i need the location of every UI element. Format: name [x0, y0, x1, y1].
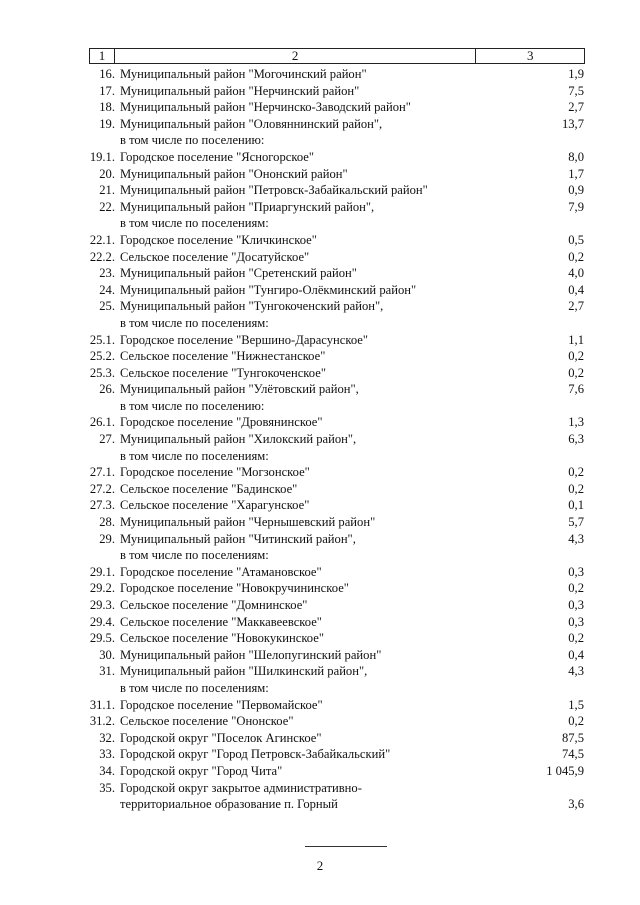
table-row [0, 149, 640, 166]
row-name: Городской округ "Город Чита" [120, 763, 283, 778]
row-name: в том числе по поселениям: [120, 216, 269, 231]
row-number: 19.1. [89, 149, 115, 164]
row-value: 0,9 [568, 183, 584, 198]
row-name: Городское поселение "Первомайское" [120, 697, 323, 712]
table-row [0, 697, 640, 714]
row-number: 23. [99, 266, 115, 281]
table-row [0, 414, 640, 431]
table-row [0, 481, 640, 498]
row-number: 22.1. [89, 232, 115, 247]
row-value: 0,2 [568, 714, 584, 729]
table-body [0, 66, 640, 813]
row-value: 7,6 [568, 382, 584, 397]
table-row [0, 249, 640, 266]
row-value: 0,1 [568, 498, 584, 513]
row-number: 16. [99, 67, 115, 81]
row-name: Сельское поселение "Харагунское" [120, 498, 310, 513]
row-number: 17. [99, 83, 115, 98]
row-number: 25.2. [89, 349, 115, 364]
row-number: 29.1. [89, 564, 115, 579]
row-value: 0,2 [568, 365, 584, 380]
table-header [89, 48, 585, 64]
table-row [0, 381, 640, 398]
row-number: 22.2. [89, 249, 115, 264]
row-name: Муниципальный район "Шилкинский район", [120, 664, 368, 679]
row-number: 19. [99, 116, 115, 131]
table-row [0, 614, 640, 631]
row-number: 18. [99, 100, 115, 115]
table-row [0, 66, 640, 83]
row-name: в том числе по поселениям: [120, 315, 269, 330]
row-number: 27. [99, 432, 115, 447]
row-value: 0,5 [568, 232, 584, 247]
row-number: 29.5. [89, 631, 115, 646]
row-number: 27.2. [89, 481, 115, 496]
row-number: 32. [99, 730, 115, 745]
row-number: 35. [99, 780, 115, 795]
table-row [0, 199, 640, 216]
row-name: Муниципальный район "Тунгиро-Олёкминский район" [120, 282, 417, 297]
row-name: Муниципальный район "Петровск-Забайкальский район" [120, 183, 428, 198]
row-value: 1,5 [568, 697, 584, 712]
row-name: Городской округ "Город Петровск-Забайкальский" [120, 747, 391, 762]
row-number: 34. [99, 763, 115, 778]
row-number: 21. [99, 183, 115, 198]
row-value: 5,7 [568, 515, 584, 530]
table-row [0, 730, 640, 747]
row-name: Муниципальный район "Оловяннинский район", [120, 116, 383, 131]
row-value: 7,9 [568, 199, 584, 214]
row-name: Муниципальный район "Ононский район" [120, 166, 348, 181]
table-row [0, 531, 640, 548]
row-name: Городское поселение "Могзонское" [120, 465, 310, 480]
row-value: 2,7 [568, 100, 584, 115]
row-name: Муниципальный район "Хилокский район", [120, 432, 357, 447]
row-name: Сельское поселение "Ононское" [120, 714, 294, 729]
row-name: территориальное образование п. Горный [120, 797, 338, 812]
row-number: 29.4. [89, 614, 115, 629]
row-value: 0,3 [568, 564, 584, 579]
row-value: 0,4 [568, 647, 584, 662]
table-row [0, 680, 640, 697]
table-row [0, 514, 640, 531]
table-row [0, 796, 640, 813]
row-number: 31. [99, 664, 115, 679]
row-number: 30. [99, 647, 115, 662]
row-number: 20. [99, 166, 115, 181]
row-value: 1,3 [568, 415, 584, 430]
row-name: Городское поселение "Дровянинское" [120, 415, 323, 430]
row-name: Сельское поселение "Новокукинское" [120, 631, 324, 646]
table-row [0, 132, 640, 149]
row-name: Муниципальный район "Читинский район", [120, 531, 356, 546]
row-number: 31.2. [89, 714, 115, 729]
table-row [0, 265, 640, 282]
row-value: 2,7 [568, 299, 584, 314]
table-row [0, 116, 640, 133]
row-number: 24. [99, 282, 115, 297]
row-value: 7,5 [568, 83, 584, 98]
row-value: 13,7 [561, 116, 584, 131]
row-value: 0,2 [568, 581, 584, 596]
row-number: 26. [99, 382, 115, 397]
table-row [0, 763, 640, 780]
row-number: 29. [99, 531, 115, 546]
row-name: Муниципальный район "Шелопугинский район" [120, 647, 382, 662]
table-row [0, 597, 640, 614]
row-name: в том числе по поселению: [120, 398, 265, 413]
row-value: 0,2 [568, 481, 584, 496]
row-value: 1,1 [568, 332, 584, 347]
row-value: 0,3 [568, 614, 584, 629]
header-col-3: 3 [476, 49, 585, 64]
row-name: Сельское поселение "Досатуйское" [120, 249, 310, 264]
row-name: Городское поселение "Вершино-Дарасунское" [120, 332, 369, 347]
table-row [0, 630, 640, 647]
row-name: в том числе по поселениям: [120, 680, 269, 695]
table-row [0, 232, 640, 249]
row-name: Городское поселение "Кличкинское" [120, 232, 317, 247]
row-number: 25.3. [89, 365, 115, 380]
table-row [0, 564, 640, 581]
row-name: Муниципальный район "Могочинский район" [120, 67, 367, 81]
table-row [0, 464, 640, 481]
row-number: 25.1. [89, 332, 115, 347]
row-name: Сельское поселение "Нижнестанское" [120, 349, 326, 364]
row-value: 4,0 [568, 266, 584, 281]
row-name: Городской округ "Поселок Агинское" [120, 730, 322, 745]
row-name: Городское поселение "Атамановское" [120, 564, 322, 579]
row-value: 0,2 [568, 249, 584, 264]
table-row [0, 431, 640, 448]
row-value: 87,5 [561, 730, 584, 745]
table-row [0, 580, 640, 597]
row-value: 74,5 [561, 747, 584, 762]
row-number: 22. [99, 199, 115, 214]
table-row [0, 647, 640, 664]
row-value: 8,0 [568, 149, 584, 164]
table-row [0, 215, 640, 232]
header-col-2: 2 [114, 49, 476, 64]
row-name: Муниципальный район "Чернышевский район" [120, 515, 376, 530]
row-number: 31.1. [89, 697, 115, 712]
row-value: 0,4 [568, 282, 584, 297]
row-name: Сельское поселение "Бадинское" [120, 481, 298, 496]
row-name: Городское поселение "Ясногорское" [120, 149, 315, 164]
row-value: 4,3 [568, 531, 584, 546]
header-col-1: 1 [90, 49, 115, 64]
row-number: 25. [99, 299, 115, 314]
row-name: Муниципальный район "Приаргунский район", [120, 199, 375, 214]
table-row [0, 166, 640, 183]
table-row [0, 298, 640, 315]
page-number: 2 [316, 858, 324, 873]
table-row [0, 497, 640, 514]
row-value: 1 045,9 [546, 763, 584, 778]
row-value: 4,3 [568, 664, 584, 679]
table-row [0, 182, 640, 199]
row-value: 0,2 [568, 349, 584, 364]
table-row [0, 282, 640, 299]
row-name: Муниципальный район "Нерчинский район" [120, 83, 360, 98]
table-row [0, 780, 640, 797]
row-name: в том числе по поселениям: [120, 548, 269, 563]
row-name: в том числе по поселениям: [120, 448, 269, 463]
table-row [0, 398, 640, 415]
row-name: Сельское поселение "Маккавеевское" [120, 614, 322, 629]
table-row [0, 83, 640, 100]
row-number: 27.3. [89, 498, 115, 513]
row-number: 27.1. [89, 465, 115, 480]
row-value: 0,3 [568, 598, 584, 612]
row-name: Сельское поселение "Домнинское" [120, 598, 308, 612]
table-row [0, 99, 640, 116]
row-value: 1,7 [568, 166, 584, 181]
table-row [0, 448, 640, 465]
row-value: 3,6 [568, 797, 584, 812]
table-row [0, 746, 640, 763]
table-row [0, 365, 640, 382]
row-number: 29.3. [89, 598, 115, 612]
table-row [0, 547, 640, 564]
footer-rule [305, 846, 387, 847]
row-name: Муниципальный район "Нерчинско-Заводский район" [120, 100, 411, 115]
row-name: Муниципальный район "Сретенский район" [120, 266, 357, 281]
row-name: в том числе по поселению: [120, 133, 265, 148]
row-number: 29.2. [89, 581, 115, 596]
row-name: Муниципальный район "Тунгокоченский район", [120, 299, 384, 314]
row-name: Городское поселение "Новокручининское" [120, 581, 349, 596]
row-name: Городской округ закрытое административно- [120, 780, 362, 795]
row-number: 26.1. [89, 415, 115, 430]
row-value: 1,9 [568, 67, 584, 81]
table-row [0, 713, 640, 730]
row-value: 0,2 [568, 631, 584, 646]
row-number: 28. [99, 515, 115, 530]
row-number: 33. [99, 747, 115, 762]
row-name: Муниципальный район "Улётовский район", [120, 382, 359, 397]
table-row [0, 663, 640, 680]
row-value: 0,2 [568, 465, 584, 480]
table-row [0, 348, 640, 365]
table-row [0, 332, 640, 349]
table-row [0, 315, 640, 332]
row-name: Сельское поселение "Тунгокоченское" [120, 365, 326, 380]
row-value: 6,3 [568, 432, 584, 447]
